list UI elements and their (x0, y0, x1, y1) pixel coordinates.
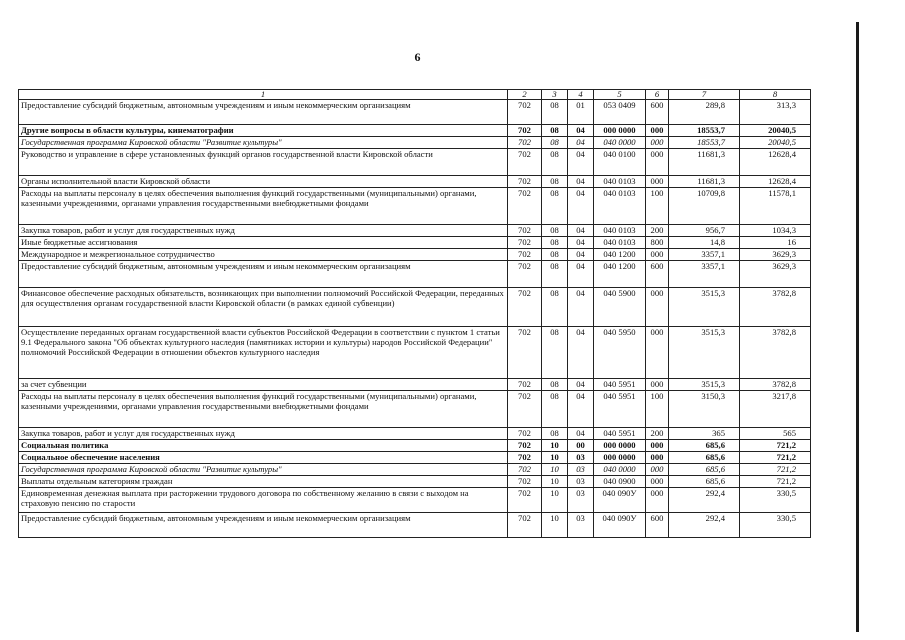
expense-type-cell: 000 (646, 125, 669, 137)
table-row (19, 188, 811, 225)
value-cell-year1: 289,8 (669, 100, 740, 125)
header-cell: 3 (542, 90, 568, 100)
table-row (19, 249, 811, 261)
table-row (19, 428, 811, 440)
row-name-cell: Государственная программа Кировской области "Развитие культуры" (19, 137, 508, 149)
row-name-cell: Предоставление субсидий бюджетным, автономным учреждениям и иным некоммерческим организациям (19, 261, 508, 288)
expense-type-cell: 200 (646, 428, 669, 440)
section-cell: 08 (542, 237, 568, 249)
table-row (19, 149, 811, 176)
value-cell-year2: 3629,3 (740, 261, 811, 288)
row-name-cell: Закупка товаров, работ и услуг для государственных нужд (19, 428, 508, 440)
value-cell-year1: 365 (669, 428, 740, 440)
header-cell: 2 (508, 90, 542, 100)
target-code-cell: 040 5951 (594, 391, 646, 428)
section-cell: 08 (542, 137, 568, 149)
target-code-cell: 040 5950 (594, 327, 646, 379)
row-name-cell: Органы исполнительной власти Кировской области (19, 176, 508, 188)
expense-type-cell: 000 (646, 476, 669, 488)
subsection-cell: 04 (568, 137, 594, 149)
expense-type-cell: 000 (646, 327, 669, 379)
expense-type-cell: 000 (646, 149, 669, 176)
subsection-cell: 04 (568, 288, 594, 327)
subsection-cell: 03 (568, 476, 594, 488)
table-row (19, 100, 811, 125)
value-cell-year1: 292,4 (669, 488, 740, 513)
table-header-row (19, 90, 811, 100)
subsection-cell: 03 (568, 488, 594, 513)
table-row (19, 261, 811, 288)
section-cell: 08 (542, 379, 568, 391)
expense-type-cell: 100 (646, 391, 669, 428)
value-cell-year1: 685,6 (669, 440, 740, 452)
code-cell: 702 (508, 476, 542, 488)
subsection-cell: 03 (568, 452, 594, 464)
expense-type-cell: 000 (646, 176, 669, 188)
subsection-cell: 04 (568, 237, 594, 249)
row-name-cell: Финансовое обеспечение расходных обязательств, возникающих при выполнении полномочий Российской Федерации, переданных для осуществления органам государственной власти Кировской области (в рамках единой субвенции) (19, 288, 508, 327)
target-code-cell: 040 0103 (594, 188, 646, 225)
code-cell: 702 (508, 188, 542, 225)
value-cell-year1: 685,6 (669, 452, 740, 464)
code-cell: 702 (508, 288, 542, 327)
section-cell: 08 (542, 428, 568, 440)
code-cell: 702 (508, 379, 542, 391)
value-cell-year2: 20040,5 (740, 125, 811, 137)
subsection-cell: 04 (568, 225, 594, 237)
code-cell: 702 (508, 391, 542, 428)
header-cell: 6 (646, 90, 669, 100)
value-cell-year2: 3217,8 (740, 391, 811, 428)
value-cell-year1: 3515,3 (669, 288, 740, 327)
code-cell: 702 (508, 249, 542, 261)
header-cell: 8 (740, 90, 811, 100)
code-cell: 702 (508, 452, 542, 464)
target-code-cell: 040 0000 (594, 464, 646, 476)
row-name-cell: Иные бюджетные ассигнования (19, 237, 508, 249)
value-cell-year2: 565 (740, 428, 811, 440)
subsection-cell: 01 (568, 100, 594, 125)
target-code-cell: 040 1200 (594, 261, 646, 288)
row-name-cell: Расходы на выплаты персоналу в целях обеспечения выполнения функций государственными (муниципальными) органами, казенными учреждениями, органами управления государственными внебюджетными фондами (19, 391, 508, 428)
code-cell: 702 (508, 125, 542, 137)
value-cell-year2: 3782,8 (740, 379, 811, 391)
value-cell-year1: 14,8 (669, 237, 740, 249)
value-cell-year1: 11681,3 (669, 149, 740, 176)
section-cell: 10 (542, 513, 568, 538)
value-cell-year2: 11578,1 (740, 188, 811, 225)
code-cell: 702 (508, 237, 542, 249)
subsection-cell: 04 (568, 391, 594, 428)
header-cell: 1 (19, 90, 508, 100)
value-cell-year2: 721,2 (740, 452, 811, 464)
table-row (19, 237, 811, 249)
value-cell-year1: 18553,7 (669, 125, 740, 137)
subsection-cell: 04 (568, 176, 594, 188)
subsection-cell: 04 (568, 327, 594, 379)
table-row (19, 137, 811, 149)
row-name-cell: Расходы на выплаты персоналу в целях обеспечения выполнения функций государственными (муниципальными) органами, казенными учреждениями, органами управления государственными внебюджетными фондами (19, 188, 508, 225)
table-row (19, 464, 811, 476)
scan-edge-rule (856, 22, 859, 632)
row-name-cell: Предоставление субсидий бюджетным, автономным учреждениям и иным некоммерческим организациям (19, 513, 508, 538)
subsection-cell: 04 (568, 249, 594, 261)
row-name-cell: Выплаты отдельным категориям граждан (19, 476, 508, 488)
table-row (19, 391, 811, 428)
target-code-cell: 040 0103 (594, 225, 646, 237)
expense-type-cell: 000 (646, 288, 669, 327)
target-code-cell: 040 0900 (594, 476, 646, 488)
subsection-cell: 04 (568, 149, 594, 176)
section-cell: 08 (542, 176, 568, 188)
row-name-cell: Международное и межрегиональное сотрудничество (19, 249, 508, 261)
target-code-cell: 000 0000 (594, 125, 646, 137)
value-cell-year2: 330,5 (740, 513, 811, 538)
expense-type-cell: 000 (646, 137, 669, 149)
value-cell-year2: 330,5 (740, 488, 811, 513)
value-cell-year2: 12628,4 (740, 176, 811, 188)
value-cell-year1: 292,4 (669, 513, 740, 538)
section-cell: 10 (542, 440, 568, 452)
expense-type-cell: 600 (646, 261, 669, 288)
target-code-cell: 040 5951 (594, 379, 646, 391)
value-cell-year2: 1034,3 (740, 225, 811, 237)
target-code-cell: 040 5900 (594, 288, 646, 327)
target-code-cell: 040 090У (594, 513, 646, 538)
table-row (19, 488, 811, 513)
target-code-cell: 000 0000 (594, 440, 646, 452)
subsection-cell: 03 (568, 464, 594, 476)
section-cell: 10 (542, 452, 568, 464)
expense-type-cell: 800 (646, 237, 669, 249)
budget-table (18, 89, 811, 538)
table-row (19, 288, 811, 327)
value-cell-year1: 3515,3 (669, 379, 740, 391)
value-cell-year2: 20040,5 (740, 137, 811, 149)
value-cell-year1: 3515,3 (669, 327, 740, 379)
section-cell: 08 (542, 188, 568, 225)
expense-type-cell: 000 (646, 440, 669, 452)
value-cell-year2: 3782,8 (740, 327, 811, 379)
table-row (19, 476, 811, 488)
code-cell: 702 (508, 488, 542, 513)
value-cell-year1: 3357,1 (669, 261, 740, 288)
expense-type-cell: 000 (646, 464, 669, 476)
code-cell: 702 (508, 137, 542, 149)
section-cell: 08 (542, 391, 568, 428)
subsection-cell: 04 (568, 379, 594, 391)
table-row (19, 379, 811, 391)
section-cell: 10 (542, 464, 568, 476)
row-name-cell: Государственная программа Кировской области "Развитие культуры" (19, 464, 508, 476)
expense-type-cell: 000 (646, 379, 669, 391)
value-cell-year1: 685,6 (669, 476, 740, 488)
value-cell-year2: 313,3 (740, 100, 811, 125)
section-cell: 10 (542, 476, 568, 488)
table-row (19, 327, 811, 379)
section-cell: 08 (542, 327, 568, 379)
value-cell-year2: 721,2 (740, 476, 811, 488)
target-code-cell: 040 0100 (594, 149, 646, 176)
target-code-cell: 040 0103 (594, 176, 646, 188)
table-row (19, 452, 811, 464)
target-code-cell: 040 090У (594, 488, 646, 513)
table-row (19, 513, 811, 538)
header-cell: 4 (568, 90, 594, 100)
subsection-cell: 04 (568, 261, 594, 288)
section-cell: 08 (542, 288, 568, 327)
header-cell: 7 (669, 90, 740, 100)
subsection-cell: 04 (568, 188, 594, 225)
target-code-cell: 000 0000 (594, 452, 646, 464)
subsection-cell: 04 (568, 125, 594, 137)
code-cell: 702 (508, 464, 542, 476)
target-code-cell: 053 0409 (594, 100, 646, 125)
expense-type-cell: 600 (646, 100, 669, 125)
row-name-cell: Единовременная денежная выплата при расторжении трудового договора по собственному желанию в связи с выходом на страховую пенсию по старости (19, 488, 508, 513)
target-code-cell: 040 0000 (594, 137, 646, 149)
expense-type-cell: 000 (646, 249, 669, 261)
value-cell-year2: 3629,3 (740, 249, 811, 261)
expense-type-cell: 600 (646, 513, 669, 538)
subsection-cell: 00 (568, 440, 594, 452)
row-name-cell: Предоставление субсидий бюджетным, автономным учреждениям и иным некоммерческим организациям (19, 100, 508, 125)
value-cell-year2: 721,2 (740, 464, 811, 476)
code-cell: 702 (508, 440, 542, 452)
table-row (19, 176, 811, 188)
code-cell: 702 (508, 176, 542, 188)
subsection-cell: 03 (568, 513, 594, 538)
value-cell-year1: 3357,1 (669, 249, 740, 261)
row-name-cell: Социальное обеспечение населения (19, 452, 508, 464)
code-cell: 702 (508, 428, 542, 440)
target-code-cell: 040 0103 (594, 237, 646, 249)
section-cell: 08 (542, 261, 568, 288)
code-cell: 702 (508, 513, 542, 538)
code-cell: 702 (508, 100, 542, 125)
value-cell-year2: 12628,4 (740, 149, 811, 176)
section-cell: 08 (542, 149, 568, 176)
row-name-cell: за счет субвенции (19, 379, 508, 391)
section-cell: 10 (542, 488, 568, 513)
value-cell-year2: 3782,8 (740, 288, 811, 327)
row-name-cell: Руководство и управление в сфере установленных функций органов государственной власти Кировской области (19, 149, 508, 176)
value-cell-year1: 3150,3 (669, 391, 740, 428)
section-cell: 08 (542, 249, 568, 261)
row-name-cell: Осуществление переданных органам государственной власти субъектов Российской Федерации в соответствии с пунктом 1 статьи 9.1 Федерального закона "Об объектах культурного наследия (памятниках истории и культуры) народов Российской Федерации" полномочий Российской Федерации в отношении объектов культурного наследия (19, 327, 508, 379)
section-cell: 08 (542, 100, 568, 125)
table-row (19, 225, 811, 237)
expense-type-cell: 000 (646, 452, 669, 464)
value-cell-year2: 721,2 (740, 440, 811, 452)
value-cell-year1: 18553,7 (669, 137, 740, 149)
target-code-cell: 040 5951 (594, 428, 646, 440)
value-cell-year1: 956,7 (669, 225, 740, 237)
section-cell: 08 (542, 125, 568, 137)
page-number: 6 (414, 50, 421, 64)
value-cell-year2: 16 (740, 237, 811, 249)
header-cell: 5 (594, 90, 646, 100)
row-name-cell: Закупка товаров, работ и услуг для государственных нужд (19, 225, 508, 237)
expense-type-cell: 000 (646, 488, 669, 513)
value-cell-year1: 10709,8 (669, 188, 740, 225)
target-code-cell: 040 1200 (594, 249, 646, 261)
value-cell-year1: 11681,3 (669, 176, 740, 188)
section-cell: 08 (542, 225, 568, 237)
code-cell: 702 (508, 261, 542, 288)
table-row (19, 440, 811, 452)
subsection-cell: 04 (568, 428, 594, 440)
row-name-cell: Социальная политика (19, 440, 508, 452)
table-row (19, 125, 811, 137)
code-cell: 702 (508, 149, 542, 176)
expense-type-cell: 200 (646, 225, 669, 237)
row-name-cell: Другие вопросы в области культуры, кинематографии (19, 125, 508, 137)
code-cell: 702 (508, 225, 542, 237)
expense-type-cell: 100 (646, 188, 669, 225)
code-cell: 702 (508, 327, 542, 379)
value-cell-year1: 685,6 (669, 464, 740, 476)
